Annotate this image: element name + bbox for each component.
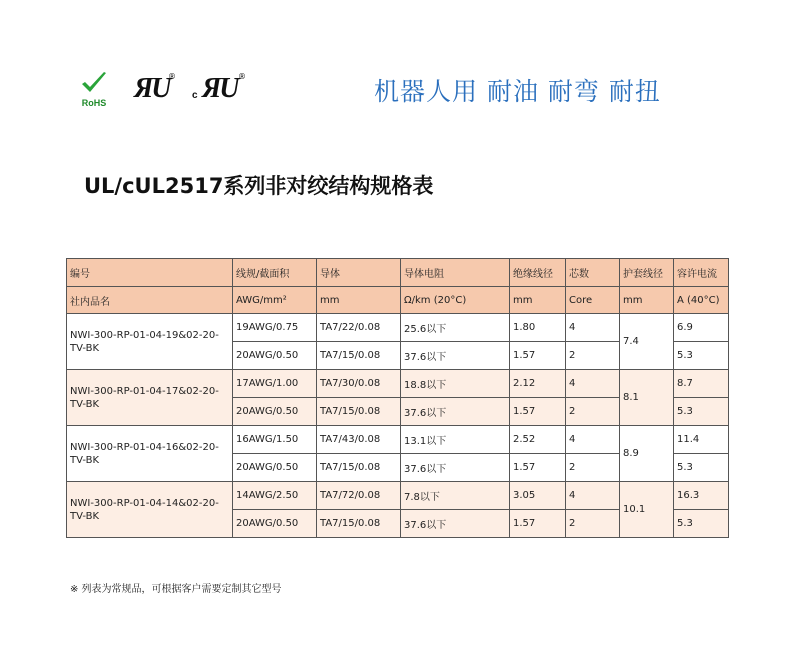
current-cell: 16.3 [674, 482, 729, 510]
table-row [67, 482, 729, 510]
header-cell: 容许电流 [674, 259, 729, 287]
unit-cell: Ω/km (20°C) [401, 287, 510, 314]
resistance-cell: 37.6以下 [401, 342, 510, 370]
unit-cell: AWG/mm² [233, 287, 317, 314]
part-number-cell: NWI-300-RP-01-04-16&02-20-TV-BK [67, 426, 233, 482]
conductor-cell: TA7/43/0.08 [317, 426, 401, 454]
part-number-cell: NWI-300-RP-01-04-14&02-20-TV-BK [67, 482, 233, 538]
cores-cell: 2 [566, 398, 620, 426]
conductor-cell: TA7/15/0.08 [317, 398, 401, 426]
current-cell: 11.4 [674, 426, 729, 454]
part-number-cell: NWI-300-RP-01-04-17&02-20-TV-BK [67, 370, 233, 426]
insulation-cell: 2.12 [510, 370, 566, 398]
tagline: 机器人用 耐油 耐弯 耐扭 [374, 77, 661, 106]
sheath-diameter-cell: 8.9 [620, 426, 674, 482]
awg-cell: 16AWG/1.50 [233, 426, 317, 454]
header-cell: 导体电阻 [401, 259, 510, 287]
conductor-cell: TA7/72/0.08 [317, 482, 401, 510]
cores-cell: 4 [566, 426, 620, 454]
cul-mark-icon: ЯU [202, 73, 238, 104]
table-header-row [67, 259, 729, 287]
cores-cell: 4 [566, 370, 620, 398]
current-cell: 5.3 [674, 510, 729, 538]
current-cell: 8.7 [674, 370, 729, 398]
awg-cell: 20AWG/0.50 [233, 398, 317, 426]
header-cell: 芯数 [566, 259, 620, 287]
resistance-cell: 13.1以下 [401, 426, 510, 454]
cul-prefix: c [192, 90, 198, 101]
insulation-cell: 1.80 [510, 314, 566, 342]
table-unit-row [67, 287, 729, 314]
conductor-cell: TA7/22/0.08 [317, 314, 401, 342]
resistance-cell: 37.6以下 [401, 454, 510, 482]
header-cell: 编号 [67, 259, 233, 287]
header-cell: 导体 [317, 259, 401, 287]
header-cell: 绝缘线径 [510, 259, 566, 287]
insulation-cell: 3.05 [510, 482, 566, 510]
conductor-cell: TA7/30/0.08 [317, 370, 401, 398]
rohs-logo [74, 70, 114, 114]
insulation-cell: 1.57 [510, 342, 566, 370]
spec-table [66, 258, 729, 538]
insulation-cell: 1.57 [510, 454, 566, 482]
insulation-cell: 1.57 [510, 398, 566, 426]
header-cell: 线规/截面积 [233, 259, 317, 287]
certification-logos [74, 70, 264, 114]
unit-cell: A (40°C) [674, 287, 729, 314]
page-title: UL/cUL2517系列非对绞结构规格表 [84, 174, 434, 198]
footnote: ※ 列表为常规品，可根据客户需要定制其它型号 [70, 584, 282, 595]
cores-cell: 2 [566, 342, 620, 370]
current-cell: 6.9 [674, 314, 729, 342]
cores-cell: 2 [566, 454, 620, 482]
table-row [67, 314, 729, 342]
cores-cell: 4 [566, 314, 620, 342]
part-number-cell: NWI-300-RP-01-04-19&02-20-TV-BK [67, 314, 233, 370]
current-cell: 5.3 [674, 454, 729, 482]
ul-mark-icon: ЯU [134, 73, 170, 104]
resistance-cell: 25.6以下 [401, 314, 510, 342]
resistance-cell: 7.8以下 [401, 482, 510, 510]
header-cell: 护套线径 [620, 259, 674, 287]
registered-mark: ® [238, 72, 246, 81]
conductor-cell: TA7/15/0.08 [317, 510, 401, 538]
unit-cell: mm [317, 287, 401, 314]
conductor-cell: TA7/15/0.08 [317, 454, 401, 482]
table-row [67, 426, 729, 454]
cores-cell: 4 [566, 482, 620, 510]
table-row [67, 370, 729, 398]
resistance-cell: 37.6以下 [401, 398, 510, 426]
current-cell: 5.3 [674, 342, 729, 370]
unit-cell: Core [566, 287, 620, 314]
cores-cell: 2 [566, 510, 620, 538]
rohs-text: RoHS [81, 98, 107, 108]
unit-cell: mm [510, 287, 566, 314]
resistance-cell: 37.6以下 [401, 510, 510, 538]
sheath-diameter-cell: 8.1 [620, 370, 674, 426]
sheath-diameter-cell: 10.1 [620, 482, 674, 538]
rohs-check-icon [80, 70, 108, 98]
insulation-cell: 2.52 [510, 426, 566, 454]
awg-cell: 14AWG/2.50 [233, 482, 317, 510]
awg-cell: 20AWG/0.50 [233, 454, 317, 482]
ul-logo [134, 72, 176, 104]
awg-cell: 20AWG/0.50 [233, 510, 317, 538]
awg-cell: 19AWG/0.75 [233, 314, 317, 342]
unit-cell: 社内品名 [67, 287, 233, 314]
sheath-diameter-cell: 7.4 [620, 314, 674, 370]
resistance-cell: 18.8以下 [401, 370, 510, 398]
current-cell: 5.3 [674, 398, 729, 426]
insulation-cell: 1.57 [510, 510, 566, 538]
awg-cell: 20AWG/0.50 [233, 342, 317, 370]
unit-cell: mm [620, 287, 674, 314]
awg-cell: 17AWG/1.00 [233, 370, 317, 398]
conductor-cell: TA7/15/0.08 [317, 342, 401, 370]
registered-mark: ® [168, 72, 176, 81]
